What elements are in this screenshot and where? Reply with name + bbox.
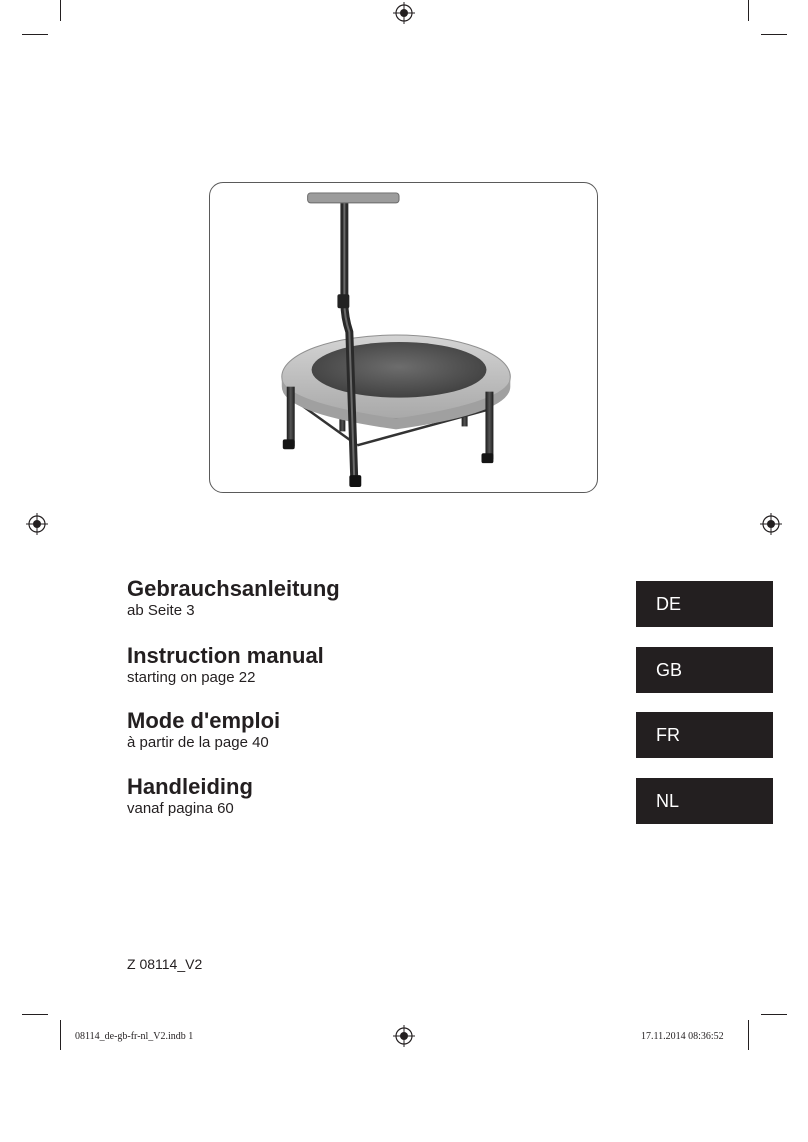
trampoline-with-handlebar-image	[210, 183, 597, 492]
manual-entry-nl	[127, 774, 253, 818]
registration-mark-icon	[26, 513, 48, 535]
language-tab-fr[interactable]: FR	[636, 712, 773, 758]
crop-mark	[22, 1014, 48, 1015]
product-image-frame	[209, 182, 598, 493]
registration-mark-icon	[393, 1025, 415, 1047]
crop-mark	[60, 0, 61, 21]
manual-title: Gebrauchsanleitung	[127, 576, 340, 601]
manual-subtitle: vanaf pagina 60	[127, 800, 234, 817]
crop-mark	[748, 1020, 749, 1050]
manual-subtitle: ab Seite 3	[127, 602, 195, 619]
manual-title: Handleiding	[127, 774, 253, 799]
crop-mark	[748, 0, 749, 21]
language-tab-nl[interactable]: NL	[636, 778, 773, 824]
language-tab-de[interactable]: DE	[636, 581, 773, 627]
manual-entry-gb	[127, 643, 324, 687]
article-number: Z 08114_V2	[127, 956, 203, 972]
manual-subtitle: à partir de la page 40	[127, 734, 269, 751]
registration-mark-icon	[760, 513, 782, 535]
manual-title: Mode d'emploi	[127, 708, 281, 733]
crop-mark	[60, 1020, 61, 1050]
crop-mark	[761, 34, 787, 35]
manual-entry-fr	[127, 708, 280, 752]
manual-title: Instruction manual	[127, 643, 324, 668]
manual-entry-de	[127, 576, 340, 620]
print-slug-timestamp: 17.11.2014 08:36:52	[641, 1031, 724, 1042]
crop-mark	[22, 34, 48, 35]
print-slug-file: 08114_de-gb-fr-nl_V2.indb 1	[75, 1031, 194, 1042]
language-tab-gb[interactable]: GB	[636, 647, 773, 693]
registration-mark-icon	[393, 2, 415, 24]
crop-mark	[761, 1014, 787, 1015]
manual-subtitle: starting on page 22	[127, 669, 256, 686]
